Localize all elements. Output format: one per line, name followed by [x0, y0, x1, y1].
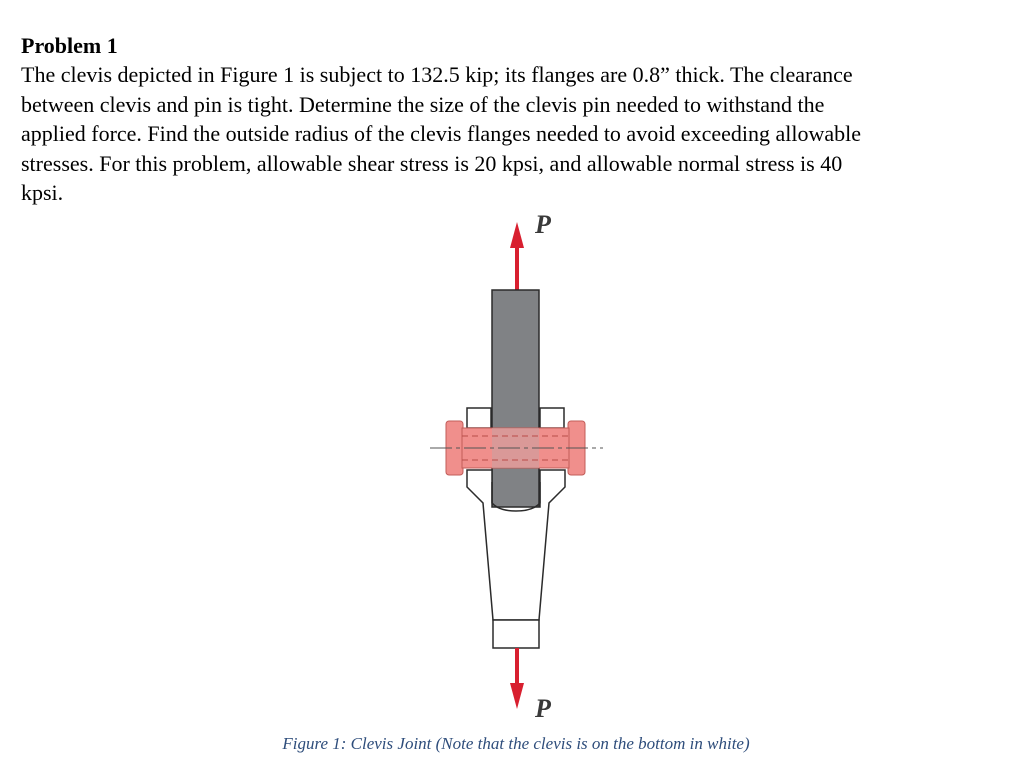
bottom-force-label: P: [535, 694, 551, 723]
problem-heading: Problem 1: [21, 33, 118, 58]
top-force-label: P: [535, 210, 551, 239]
top-force-arrow: [510, 222, 524, 290]
bottom-force-arrow: [510, 648, 524, 709]
statement-line: kpsi.: [21, 180, 64, 205]
statement-line: The clevis depicted in Figure 1 is subject to 132.5 kip; its flanges are 0.8” thick. The clearance: [21, 62, 853, 87]
figure-caption: Figure 1: Clevis Joint (Note that the clevis is on the bottom in white): [282, 734, 750, 753]
statement-line: applied force. Find the outside radius of the clevis flanges needed to avoid exceeding allowable: [21, 121, 861, 146]
statement-line: between clevis and pin is tight. Determine the size of the clevis pin needed to withstand the: [21, 91, 825, 117]
gray-rod: [492, 290, 539, 510]
statement-line: stresses. For this problem, allowable shear stress is 20 kpsi, and allowable normal stress is 40: [21, 150, 843, 176]
